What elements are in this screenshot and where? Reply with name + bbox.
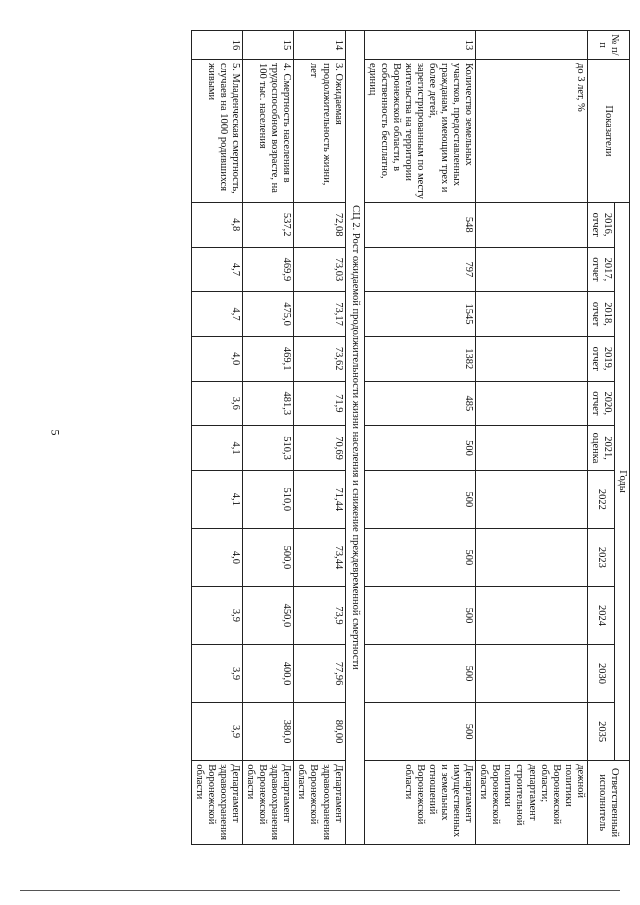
table-body-b <box>191 31 345 845</box>
value-cell: 500 <box>364 528 476 586</box>
responsible-cell: Департамент имущественных и земельных отношений Воронежской области <box>364 761 476 845</box>
table-row <box>476 31 588 845</box>
value-cell: 80,00 <box>294 703 345 761</box>
value-cell: 4,7 <box>191 247 242 292</box>
indicator-cell: Количество земельных участков, предоставленных гражданам, имеющим трех и более детей, зарегистрированным по месту жительства на территории Воронежской области, в собственность бесплатно, единиц <box>364 60 476 203</box>
value-cell: 4,8 <box>191 202 242 247</box>
row-number: 14 <box>294 31 345 60</box>
value-cell: 380,0 <box>243 703 294 761</box>
table-body-a <box>364 31 587 845</box>
value-cell <box>476 381 588 426</box>
header-year: 2030 <box>587 644 614 702</box>
table-row <box>191 31 242 845</box>
value-cell: 469,9 <box>243 247 294 292</box>
header-year: 2018, отчет <box>587 292 614 337</box>
row-number: 16 <box>191 31 242 60</box>
header-year: 2035 <box>587 703 614 761</box>
header-year: 2023 <box>587 528 614 586</box>
value-cell: 73,62 <box>294 336 345 381</box>
value-cell <box>476 586 588 644</box>
value-cell: 3,9 <box>191 703 242 761</box>
section-row <box>345 31 364 845</box>
responsible-cell: Департамент здравоохранения Воронежской области <box>243 761 294 845</box>
value-cell: 3,6 <box>191 381 242 426</box>
table-row <box>294 31 345 845</box>
table-row <box>243 31 294 845</box>
value-cell: 4,0 <box>191 528 242 586</box>
value-cell: 4,1 <box>191 470 242 528</box>
value-cell <box>476 644 588 702</box>
header-year: 2020, отчет <box>587 381 614 426</box>
indicator-cell: 4. Смертность населения в трудоспособном возрасте, на 100 тыс. населения <box>243 60 294 203</box>
value-cell: 510,0 <box>243 470 294 528</box>
responsible-cell: Департамент здравоохранения Воронежской области <box>191 761 242 845</box>
responsible-cell: Департамент здравоохранения Воронежской области <box>294 761 345 845</box>
header-years: Годы <box>614 202 629 760</box>
value-cell: 537,2 <box>243 202 294 247</box>
value-cell <box>476 426 588 471</box>
value-cell: 500 <box>364 586 476 644</box>
value-cell: 450,0 <box>243 586 294 644</box>
table-row <box>364 31 476 845</box>
value-cell: 797 <box>364 247 476 292</box>
bottom-rule <box>20 890 620 891</box>
value-cell: 500 <box>364 470 476 528</box>
value-cell: 548 <box>364 202 476 247</box>
value-cell: 77,96 <box>294 644 345 702</box>
value-cell <box>476 470 588 528</box>
value-cell: 485 <box>364 381 476 426</box>
value-cell: 71,9 <box>294 381 345 426</box>
value-cell <box>476 703 588 761</box>
value-cell: 400,0 <box>243 644 294 702</box>
section-body <box>345 31 364 845</box>
indicator-cell: до 3 лет, % <box>476 60 588 203</box>
value-cell: 3,9 <box>191 644 242 702</box>
header-no: № п/п <box>587 31 629 60</box>
value-cell: 1382 <box>364 336 476 381</box>
header-year: 2017, отчет <box>587 247 614 292</box>
indicators-table <box>191 30 630 845</box>
header-year: 2024 <box>587 586 614 644</box>
header-responsible: Ответственный исполнитель <box>587 761 629 845</box>
value-cell: 500 <box>364 644 476 702</box>
section-title: СЦ 2. Рост ожидаемой продолжительности жизни населения и снижение преждевременной смертности <box>345 31 364 845</box>
value-cell: 73,03 <box>294 247 345 292</box>
header-indicator: Показатели <box>587 60 629 203</box>
value-cell: 73,9 <box>294 586 345 644</box>
header-row-1 <box>614 31 629 845</box>
header-year: 2021, оценка <box>587 426 614 471</box>
value-cell: 1545 <box>364 292 476 337</box>
header-year: 2019, отчет <box>587 336 614 381</box>
value-cell <box>476 292 588 337</box>
value-cell: 500,0 <box>243 528 294 586</box>
responsible-cell: дежной политики Воронежской области; департамент строительной политики Воронежской области <box>476 761 588 845</box>
value-cell: 481,3 <box>243 381 294 426</box>
row-number <box>476 31 588 60</box>
value-cell: 500 <box>364 426 476 471</box>
value-cell: 73,44 <box>294 528 345 586</box>
value-cell: 3,9 <box>191 586 242 644</box>
table-container <box>191 30 630 845</box>
value-cell: 71,44 <box>294 470 345 528</box>
value-cell: 4,7 <box>191 292 242 337</box>
value-cell: 510,3 <box>243 426 294 471</box>
row-number: 15 <box>243 31 294 60</box>
value-cell <box>476 202 588 247</box>
value-cell: 500 <box>364 703 476 761</box>
row-number: 13 <box>364 31 476 60</box>
indicator-cell: 3. Ожидаемая продолжительность жизни, лет <box>294 60 345 203</box>
value-cell: 72,08 <box>294 202 345 247</box>
value-cell <box>476 528 588 586</box>
value-cell: 475,0 <box>243 292 294 337</box>
header-year: 2022 <box>587 470 614 528</box>
page-number: 5 <box>48 429 63 436</box>
value-cell: 73,17 <box>294 292 345 337</box>
value-cell <box>476 336 588 381</box>
value-cell: 4,0 <box>191 336 242 381</box>
value-cell: 469,1 <box>243 336 294 381</box>
indicator-cell: 5. Младенческая смертность, случаев на 1000 родившихся живыми <box>191 60 242 203</box>
header-year: 2016, отчет <box>587 202 614 247</box>
value-cell <box>476 247 588 292</box>
value-cell: 4,1 <box>191 426 242 471</box>
value-cell: 70,69 <box>294 426 345 471</box>
